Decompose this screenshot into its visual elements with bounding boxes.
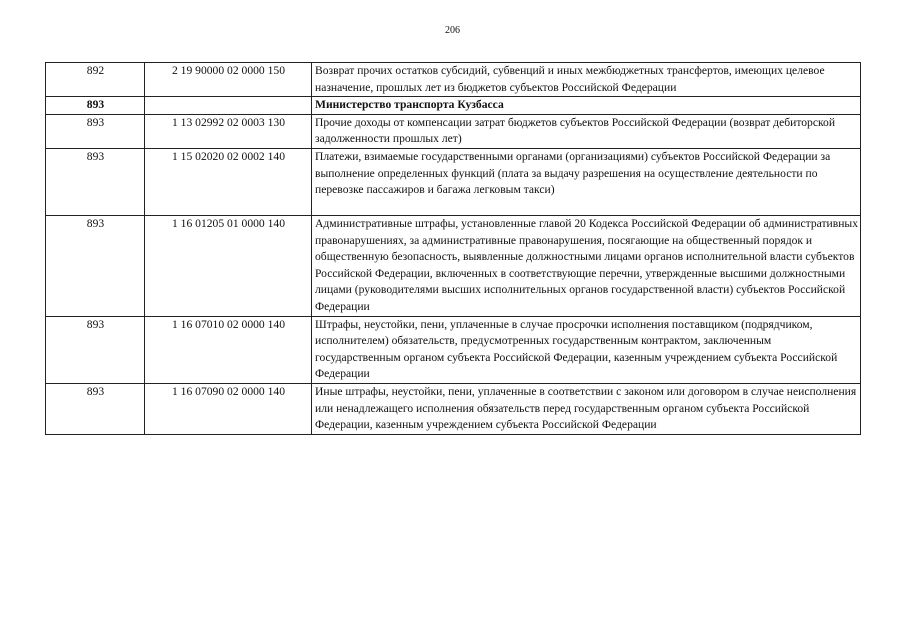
admin-code-cell: 893 xyxy=(46,215,145,316)
admin-code-cell: 893 xyxy=(46,383,145,434)
budget-code-cell: 1 15 02020 02 0002 140 xyxy=(145,148,312,215)
table-row xyxy=(46,215,861,316)
budget-code-cell: 1 16 01205 01 0000 140 xyxy=(145,215,312,316)
ministry-name-cell: Министерство транспорта Кузбасса xyxy=(312,97,861,115)
budget-code-cell xyxy=(145,97,312,115)
admin-code-cell: 892 xyxy=(46,63,145,97)
revenue-codes-table xyxy=(45,62,861,435)
description-cell: Прочие доходы от компенсации затрат бюджетов субъектов Российской Федерации (возврат дебиторской задолженности прошлых лет) xyxy=(312,114,861,148)
description-cell: Штрафы, неустойки, пени, уплаченные в случае просрочки исполнения поставщиком (подрядчиком, исполнителем) обязательств, предусмотренных государственным контрактом, заключенным государственным органом субъекта Российской Федерации, казенным учреждением субъекта Российской Федерации xyxy=(312,316,861,383)
admin-code-cell: 893 xyxy=(46,97,145,115)
table-row xyxy=(46,316,861,383)
description-cell: Возврат прочих остатков субсидий, субвенций и иных межбюджетных трансфертов, имеющих целевое назначение, прошлых лет из бюджетов субъектов Российской Федерации xyxy=(312,63,861,97)
budget-code-cell: 1 16 07010 02 0000 140 xyxy=(145,316,312,383)
description-cell: Иные штрафы, неустойки, пени, уплаченные в соответствии с законом или договором в случае неисполнения или ненадлежащего исполнения обязательств перед государственным органом субъекта Российской Федерации, казенным учреждением субъекта Российской Федерации xyxy=(312,383,861,434)
budget-code-cell: 1 13 02992 02 0003 130 xyxy=(145,114,312,148)
description-cell: Административные штрафы, установленные главой 20 Кодекса Российской Федерации об административных правонарушениях, за административные правонарушения, посягающие на общественный порядок и общественную безопасность, выявленные должностными лицами органов исполнительной власти субъектов Российской Федерации, включенных в соответствующие перечни, утвержденные высшими должностными лицами (руководителями высших исполнительных органов государственной власти) субъектов Российской Федерации xyxy=(312,215,861,316)
table-row xyxy=(46,383,861,434)
admin-code-cell: 893 xyxy=(46,148,145,215)
table-row xyxy=(46,114,861,148)
admin-code-cell: 893 xyxy=(46,114,145,148)
budget-code-cell: 2 19 90000 02 0000 150 xyxy=(145,63,312,97)
ministry-header-row xyxy=(46,97,861,115)
budget-code-cell: 1 16 07090 02 0000 140 xyxy=(145,383,312,434)
table-row xyxy=(46,63,861,97)
description-cell: Платежи, взимаемые государственными органами (организациями) субъектов Российской Федерации за выполнение определенных функций (плата за выдачу разрешения на осуществление деятельности по перевозке пассажиров и багажа легковым такси) xyxy=(312,148,861,215)
page-number: 206 xyxy=(445,25,460,36)
table-row xyxy=(46,148,861,215)
admin-code-cell: 893 xyxy=(46,316,145,383)
